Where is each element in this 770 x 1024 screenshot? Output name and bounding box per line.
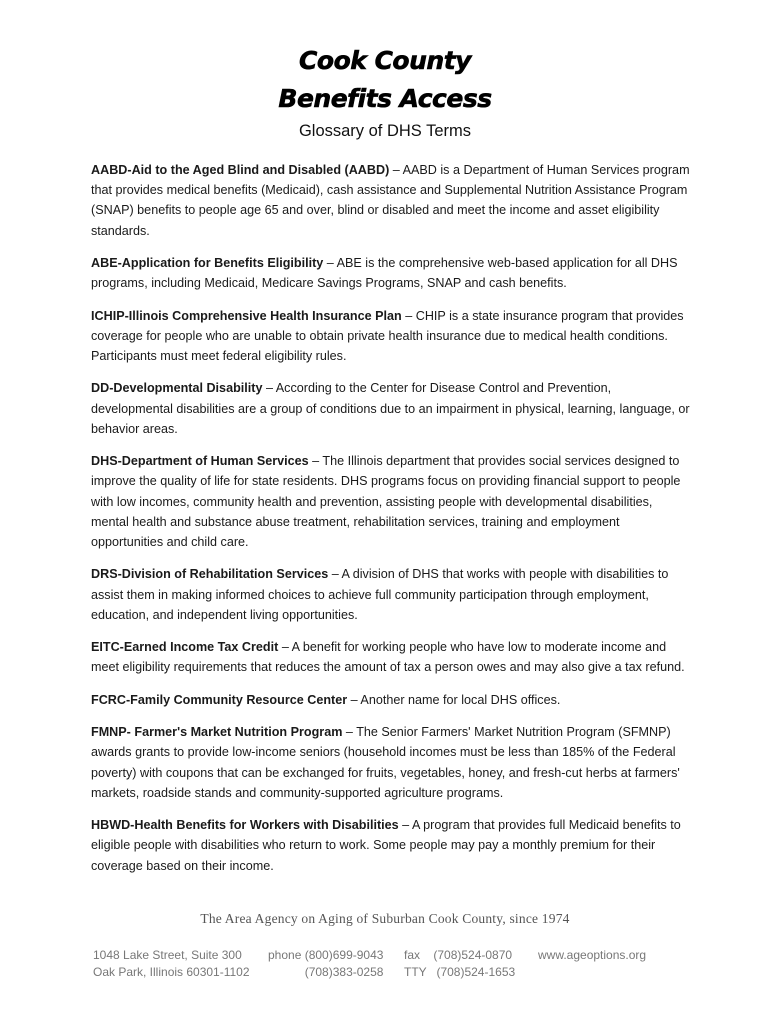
glossary-definition: – A benefit for working people who have low to moderate income and meet eligibility requirements that reduces the amount of tax a person owes and may also give a tax refund. xyxy=(91,640,685,675)
website-link[interactable]: www.ageoptions.org xyxy=(538,948,647,962)
glossary-term: HBWD-Health Benefits for Workers with Disabilities xyxy=(91,818,399,833)
glossary-entry-eitc xyxy=(91,637,691,677)
glossary-definition: – A program that provides full Medicaid benefits to eligible people with disabilities who return to work. Some people may pay a monthly premium for their coverage based on their income. xyxy=(91,818,681,873)
footer-fax xyxy=(404,947,515,980)
tty-line: TTY (708)524-1653 xyxy=(404,964,516,979)
address-line-2: Oak Park, Illinois 60301-1102 xyxy=(93,964,250,979)
glossary-term: DD-Developmental Disability xyxy=(91,381,263,396)
glossary-term: AABD-Aid to the Aged Blind and Disabled (AABD) xyxy=(91,163,390,177)
glossary-term: ICHIP-Illinois Comprehensive Health Insurance Plan xyxy=(91,308,402,323)
glossary-definition: – AABD is a Department of Human Services program that provides medical benefits (Medicaid), cash assistance and Supplemental Nutrition Assistance Program (SNAP) benefits to people age 65 and over, blind or disabled and meet the income and asset eligibility standards. xyxy=(91,163,690,238)
footer-phone xyxy=(268,947,383,980)
glossary-term: FMNP- Farmer's Market Nutrition Program xyxy=(91,725,343,740)
glossary-entry-fcrc xyxy=(91,690,691,710)
glossary-entry-drs xyxy=(91,564,691,625)
title-line-1: Cook County xyxy=(299,46,471,75)
footer-website xyxy=(538,947,646,964)
footer-address xyxy=(93,947,250,980)
glossary-term: DRS-Division of Rehabilitation Services xyxy=(91,567,329,582)
title-line-2: Benefits Access xyxy=(278,84,492,113)
glossary-entry-abe xyxy=(91,253,691,293)
fax-line: fax (708)524-0870 xyxy=(404,948,513,962)
phone-line-2: (708)383-0258 xyxy=(304,964,384,979)
phone-line-1: phone (800)699-9043 xyxy=(268,948,384,962)
glossary-entry-dhs xyxy=(91,451,691,552)
glossary-definition: – CHIP is a state insurance program that provides coverage for people who are unable to obtain private health insurance due to medical health conditions. Participants must meet federal eligibility rules. xyxy=(91,308,684,363)
glossary-term: ABE-Application for Benefits Eligibility xyxy=(91,256,324,270)
glossary-definition: – Another name for local DHS offices. xyxy=(347,692,561,707)
footer-tagline: The Area Agency on Aging of Suburban Cook County, since 1974 xyxy=(200,911,570,926)
glossary-list xyxy=(91,160,691,888)
glossary-definition: – ABE is the comprehensive web-based application for all DHS programs, including Medicaid, Medicare Savings Programs, SNAP and cash benefits. xyxy=(91,256,678,291)
glossary-definition: – A division of DHS that works with people with disabilities to assist them in making informed choices to achieve full community participation through employment, education, and independent living opportunities. xyxy=(91,567,669,622)
glossary-term: DHS-Department of Human Services xyxy=(91,454,309,469)
address-line-1: 1048 Lake Street, Suite 300 xyxy=(93,948,242,962)
document-subtitle: Glossary of DHS Terms xyxy=(298,122,472,140)
glossary-entry-ichip xyxy=(91,306,691,367)
glossary-term: EITC-Earned Income Tax Credit xyxy=(91,640,279,655)
glossary-entry-dd xyxy=(91,378,691,439)
glossary-entry-aabd xyxy=(91,160,691,241)
glossary-definition: – The Illinois department that provides social services designed to improve the quality of life for state residents. DHS programs focus on providing financial support to people with low incomes, community health and prevention, assisting people with developmental disabilities, mental health and substance abuse treatment, rehabilitation services, training and employment opportunities and child care. xyxy=(91,454,681,549)
glossary-entry-fmnp xyxy=(91,722,691,803)
glossary-term: FCRC-Family Community Resource Center xyxy=(91,692,348,707)
glossary-entry-hbwd xyxy=(91,815,691,876)
glossary-definition: – The Senior Farmers' Market Nutrition Program (SFMNP) awards grants to provide low-income seniors (household incomes must be less than 185% of the Federal poverty) with coupons that can be exchanged for fruits, vegetables, honey, and fresh-cut herbs at farmers' markets, roadside stands and community-supported agriculture programs. xyxy=(91,725,680,800)
document-title xyxy=(0,42,770,118)
glossary-definition: – According to the Center for Disease Control and Prevention, developmental disabilities are a group of conditions due to an impairment in physical, learning, language, or behavior areas. xyxy=(91,381,690,436)
